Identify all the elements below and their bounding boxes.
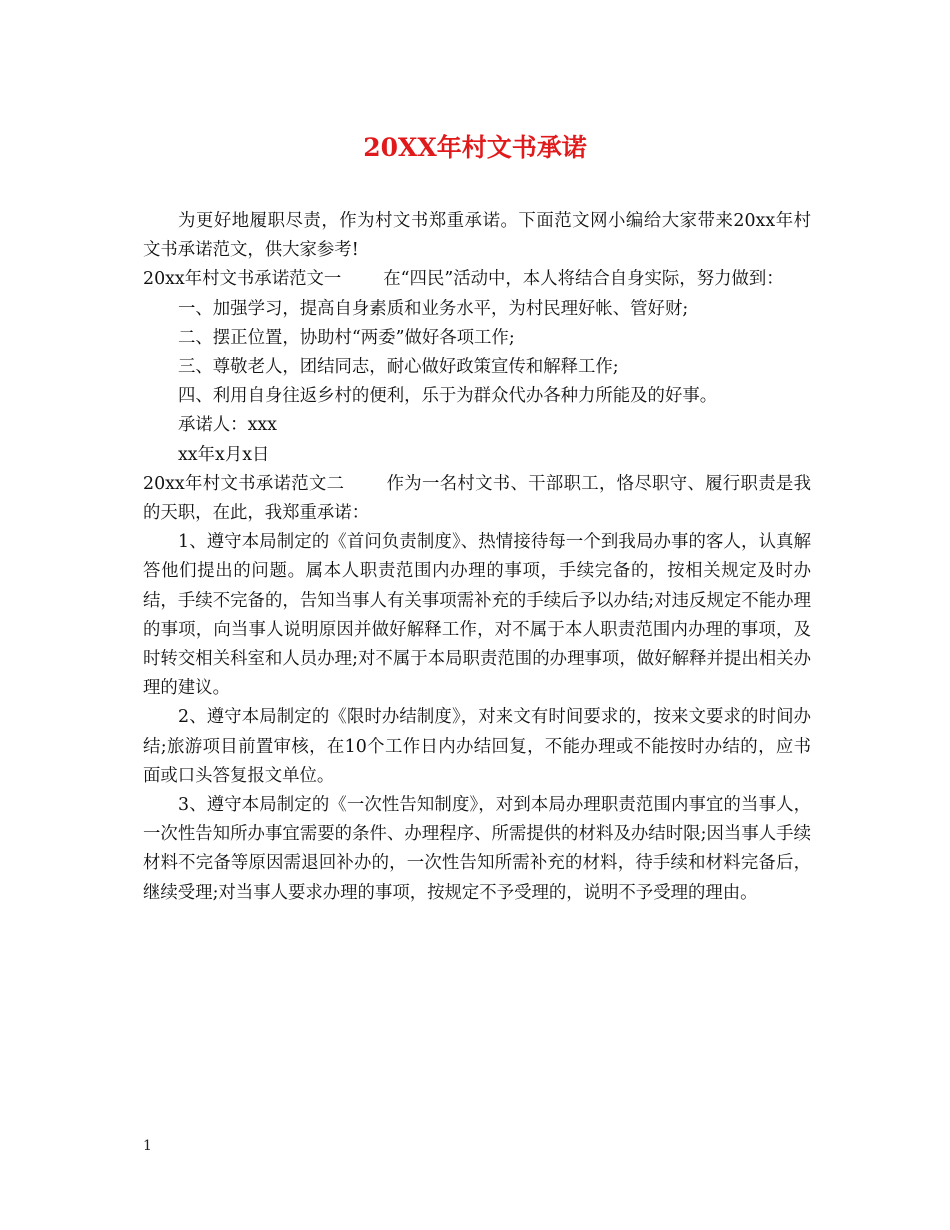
sample1-item-3: 三、尊敬老人，团结同志，耐心做好政策宣传和解释工作; [178, 357, 619, 378]
sample2-lead: 作为一名村文书、干部职工，恪尽职守、履行职责是我的天职，在此，我郑重承诺： [143, 473, 811, 524]
sample1-heading: 20xx年村文书承诺范文一 [143, 269, 342, 290]
sample2-heading: 20xx年村文书承诺范文二 [143, 473, 345, 494]
sample2-item-2: 2、遵守本局制定的《限时办结制度》，对来文有时间要求的，按来文要求的时间办结;旅游项目前置审核，在10个工作日内办结回复，不能办理或不能按时办结的，应书面或口头答复报文单位。 [143, 707, 811, 786]
intro-paragraph: 为更好地履职尽责，作为村文书郑重承诺。下面范文网小编给大家带来20xx年村文书承诺范文，供大家参考! [143, 211, 811, 261]
sample1-date: xx年x月x日 [178, 444, 270, 465]
document-body [143, 207, 811, 908]
sample1-signer: 承诺人：xxx [178, 415, 277, 436]
document-title: 20XX年村文书承诺 [363, 133, 587, 162]
sample1-item-2: 二、摆正位置，协助村“两委”做好各项工作; [178, 327, 515, 348]
sample1-lead: 在“四民”活动中，本人将结合自身实际，努力做到： [383, 269, 784, 290]
sample1-item-1: 一、加强学习，提高自身素质和业务水平，为村民理好帐、管好财; [178, 298, 689, 319]
sample2-heading-paragraph [143, 470, 811, 528]
sample2-item-3: 3、遵守本局制定的《一次性告知制度》，对到本局办理职责范围内事宜的当事人，一次性告知所办事宜需要的条件、办理程序、所需提供的材料及办结时限;因当事人手续材料不完备等原因需退回补办的，一次性告知所需补充的材料，待手续和材料完备后，继续受理;对当事人要求办理的事项，按规定不予受理的，说明不予受理的理由。 [143, 795, 811, 903]
sample1-item-4: 四、利用自身往返乡村的便利，乐于为群众代办各种力所能及的好事。 [178, 386, 718, 407]
page-number: 1 [143, 1138, 152, 1154]
sample2-item-1: 1、遵守本局制定的《首问负责制度》、热情接待每一个到我局办事的客人，认真解答他们提出的问题。属本人职责范围内办理的事项，手续完备的，按相关规定及时办结，手续不完备的，告知当事人有关事项需补充的手续后予以办结;对违反规定不能办理的事项，向当事人说明原因并做好解释工作，对不属于本人职责范围内办理的事项，及时转交相关科室和人员办理;对不属于本局职责范围的办理事项，做好解释并提出相关办理的建议。 [143, 532, 811, 699]
sample1-heading-paragraph [143, 265, 811, 294]
